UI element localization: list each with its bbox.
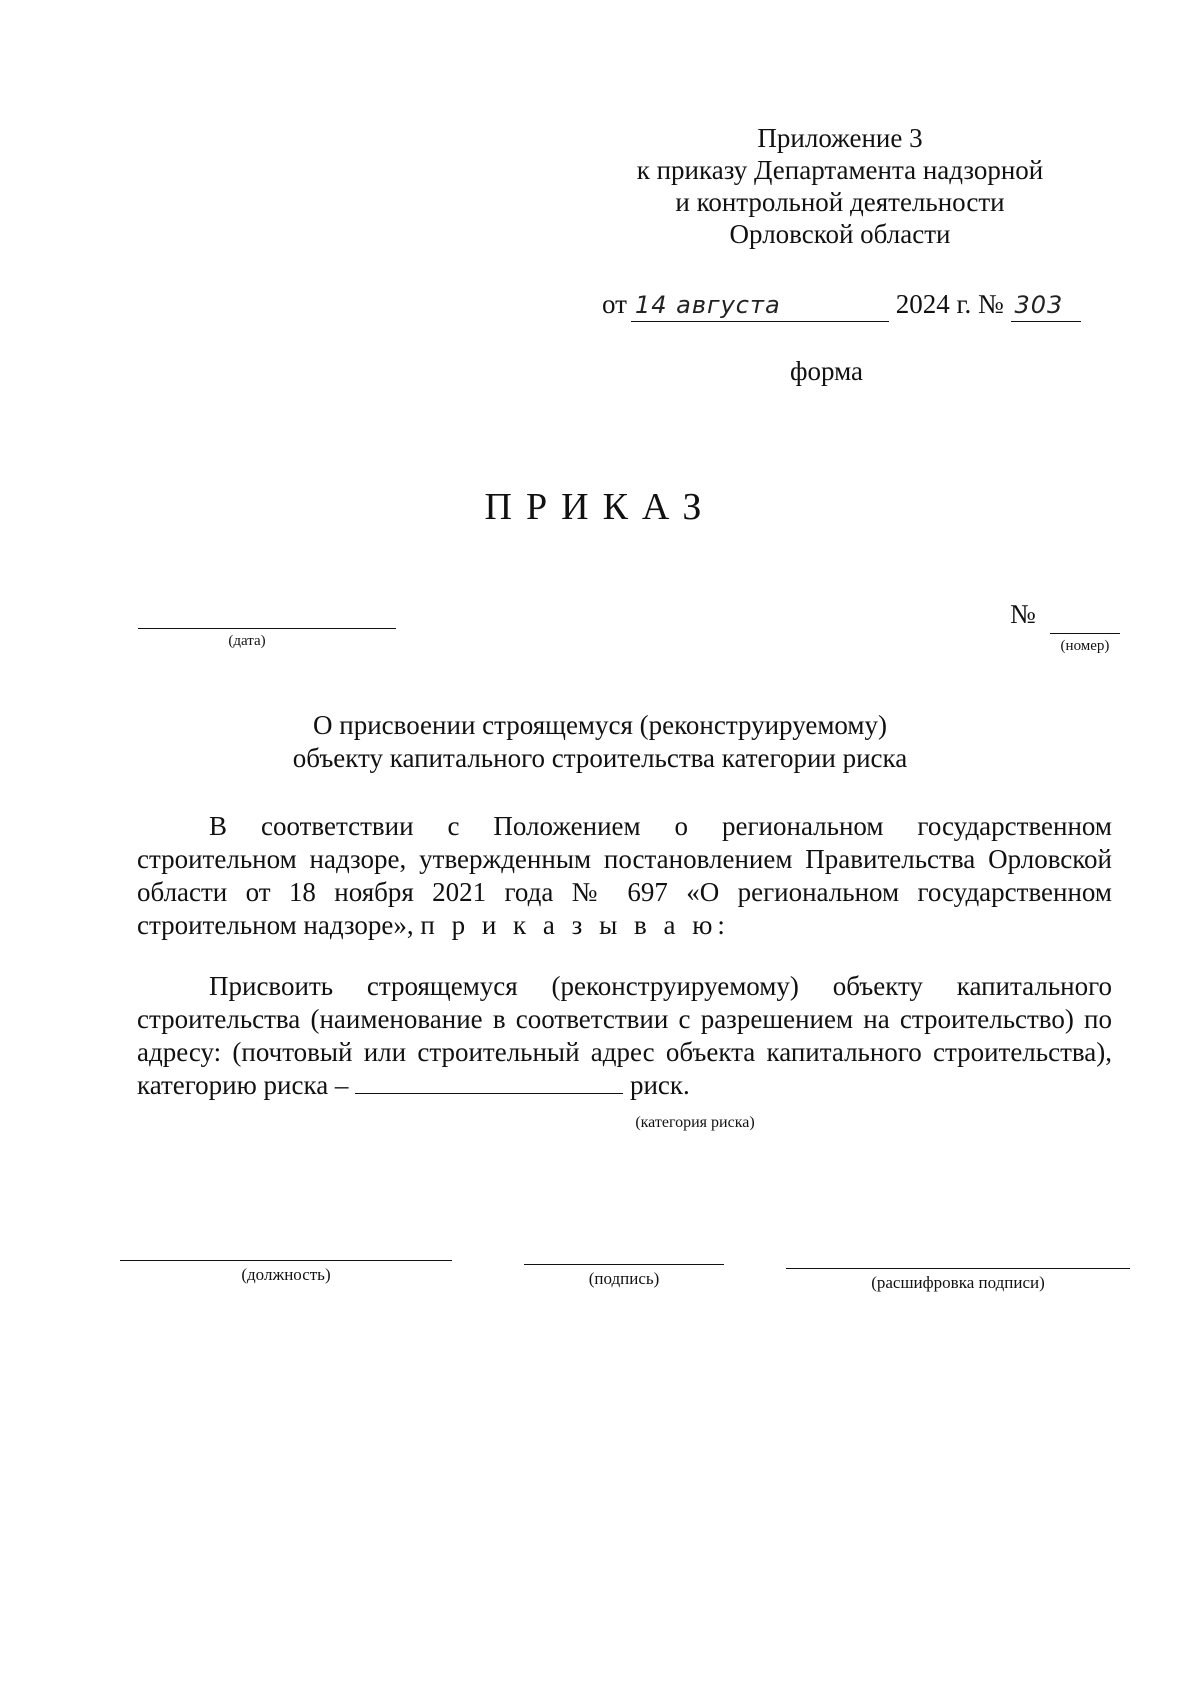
paragraph-assignment (137, 970, 1112, 1102)
appendix-block (600, 122, 1080, 250)
subject-line-1: О присвоении строящемуся (реконструируемому) (313, 710, 887, 740)
order-date-handwritten: 14 августа (634, 291, 781, 319)
appendix-line-2: к приказу Департамента надзорной (636, 155, 1044, 185)
paragraph-assignment-suffix: риск. (623, 1070, 690, 1100)
paragraph-basis (137, 810, 1112, 942)
date-caption: (дата) (228, 633, 266, 649)
signature-blank-line (524, 1264, 724, 1265)
paragraph-assignment-text: Присвоить строящемуся (реконструируемому) объекту капитального строительства (наименование в соответствии с разрешением на строительство) по адресу: (почтовый или строительный адрес объекта капитального строительства), категорию риска – (137, 971, 1112, 1100)
order-subject (0, 709, 1200, 775)
date-blank-line (138, 628, 396, 629)
appendix-line-1: Приложение 3 (757, 123, 923, 153)
risk-category-blank (355, 1071, 623, 1094)
appendix-line-4: Орловской области (729, 219, 951, 249)
position-caption: (должность) (241, 1265, 331, 1284)
appendix-line-3: и контрольной деятельности (675, 187, 1005, 217)
number-caption: (номер) (1060, 638, 1110, 654)
signature-caption: (подпись) (588, 1269, 660, 1288)
position-blank-line (120, 1260, 452, 1261)
number-blank-line (1050, 633, 1120, 634)
order-number-handwritten: 303 (1014, 291, 1064, 319)
order-ref-prefix: от (602, 289, 627, 319)
subject-line-2: объекту капитального строительства категории риска (292, 743, 908, 773)
form-label: форма (790, 356, 863, 386)
decoding-blank-line (786, 1268, 1130, 1269)
order-word: п р и к а з ы в а ю: (420, 910, 730, 940)
order-number-field (1011, 288, 1081, 322)
risk-category-caption: (категория риска) (635, 1114, 755, 1131)
number-sign: № (1010, 599, 1036, 629)
document-title: ПРИКАЗ (484, 486, 716, 528)
order-date-field (631, 288, 889, 322)
decoding-caption: (расшифровка подписи) (871, 1273, 1045, 1292)
order-reference (602, 288, 1102, 322)
order-ref-year: 2024 г. № (895, 289, 1004, 319)
paragraph-basis-text: В соответствии с Положением о региональном государственном строительном надзоре, утвержденным постановлением Правительства Орловской области от 18 ноября 2021 года № 697 «О региональном государственном строительном надзоре», (137, 811, 1112, 940)
